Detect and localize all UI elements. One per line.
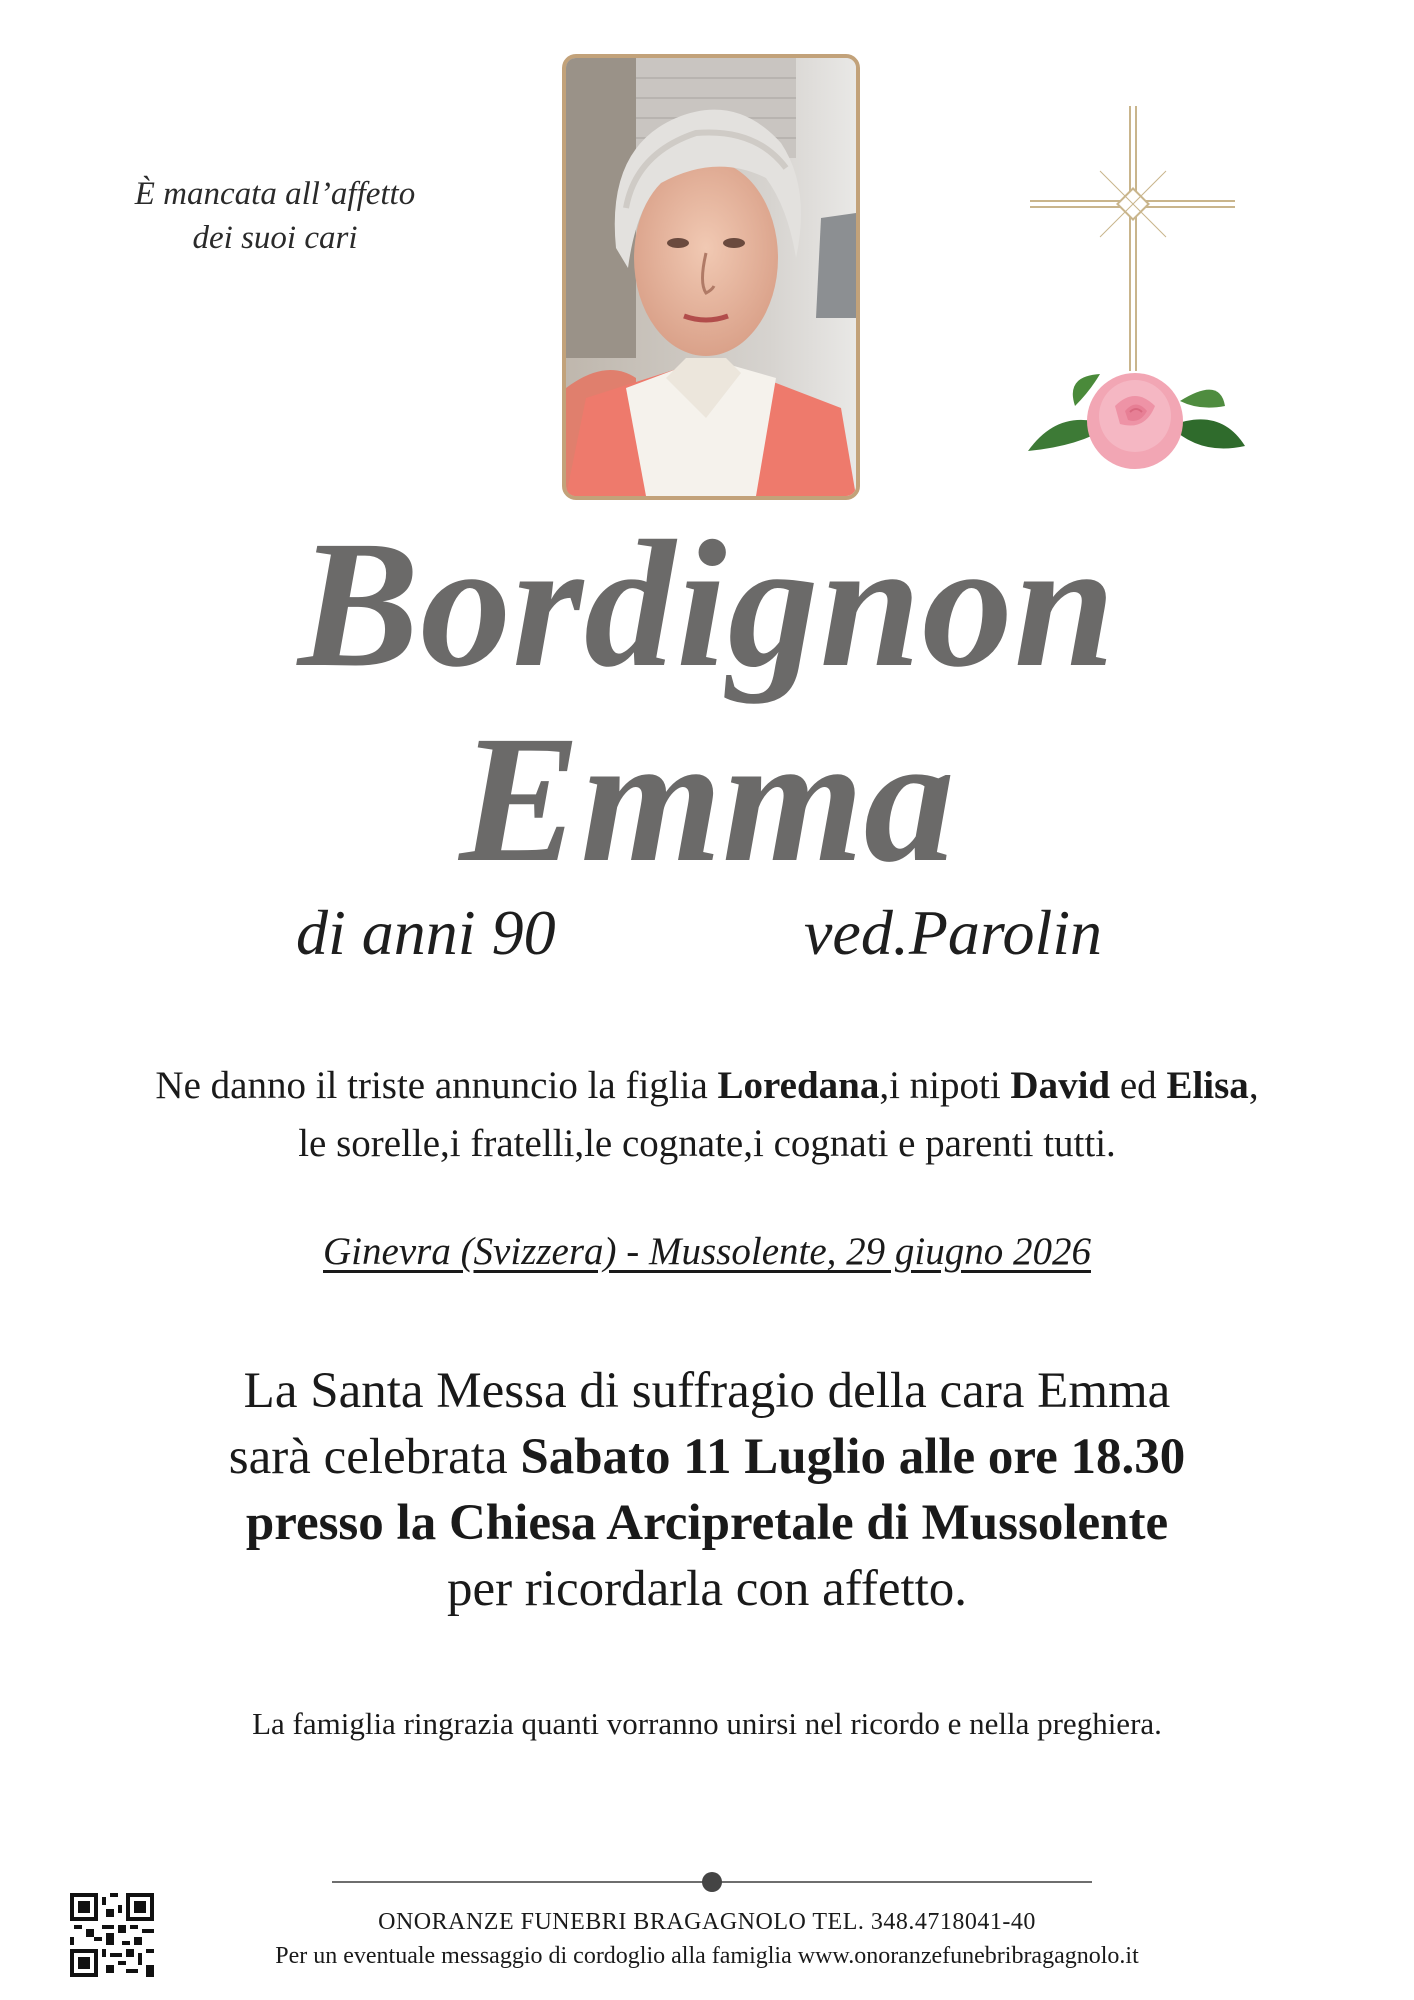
intro-line-1: È mancata all’affetto: [134, 176, 416, 212]
rose-icon: [1028, 373, 1245, 469]
daughter-name: Loredana: [717, 1064, 880, 1107]
announcement-line-2: le sorelle,i fratelli,le cognate,i cognati e parenti tutti.: [298, 1122, 1116, 1165]
mass-date-time: Sabato 11 Luglio alle ore 18.30: [520, 1429, 1186, 1485]
announcement-line-1: [0, 1057, 1414, 1115]
mass-location: presso la Chiesa Arcipretale di Mussolente: [245, 1495, 1169, 1551]
mass-line-2: [0, 1424, 1414, 1490]
granddaughter-name: Elisa: [1166, 1064, 1249, 1107]
mass-notice: [0, 1358, 1414, 1622]
intro-line-2: dei suoi cari: [192, 220, 358, 256]
cross-icon: [1030, 106, 1235, 371]
mass-line-2-prefix: sarà celebrata: [228, 1429, 521, 1485]
intro-text: [60, 172, 490, 260]
grandson-name: David: [1010, 1064, 1111, 1107]
deceased-age: di anni 90: [296, 897, 556, 968]
announcement-text-4: ,: [1248, 1064, 1259, 1107]
mass-line-4: per ricordarla con affetto.: [446, 1561, 968, 1617]
funeral-home-info: ONORANZE FUNEBRI BRAGAGNOLO TEL. 348.4718041-40: [378, 1909, 1036, 1935]
condolence-website: Per un eventuale messaggio di cordoglio alla famiglia www.onoranzefunebribragagnolo.it: [275, 1943, 1139, 1969]
widow-of: ved.Parolin: [804, 897, 1102, 968]
cross-and-rose: [1020, 106, 1250, 486]
mass-line-3: [0, 1490, 1414, 1556]
family-thanks: La famiglia ringrazia quanti vorranno unirsi nel ricordo e nella preghiera.: [252, 1706, 1162, 1741]
mass-line-1: La Santa Messa di suffragio della cara Emma: [243, 1363, 1171, 1419]
place-and-date: Ginevra (Svizzera) - Mussolente, 29 giugno 2026: [323, 1230, 1091, 1273]
announcement-text-1: Ne danno il triste annuncio la figlia: [155, 1064, 718, 1107]
announcement-text-2: ,i nipoti: [879, 1064, 1011, 1107]
deceased-first-name: Emma: [459, 699, 955, 900]
announcement: [0, 1057, 1414, 1173]
portrait-photo: [562, 54, 860, 500]
divider-dot: [702, 1872, 722, 1892]
deceased-surname: Bordignon: [297, 504, 1117, 705]
announcement-text-3: ed: [1110, 1064, 1167, 1107]
